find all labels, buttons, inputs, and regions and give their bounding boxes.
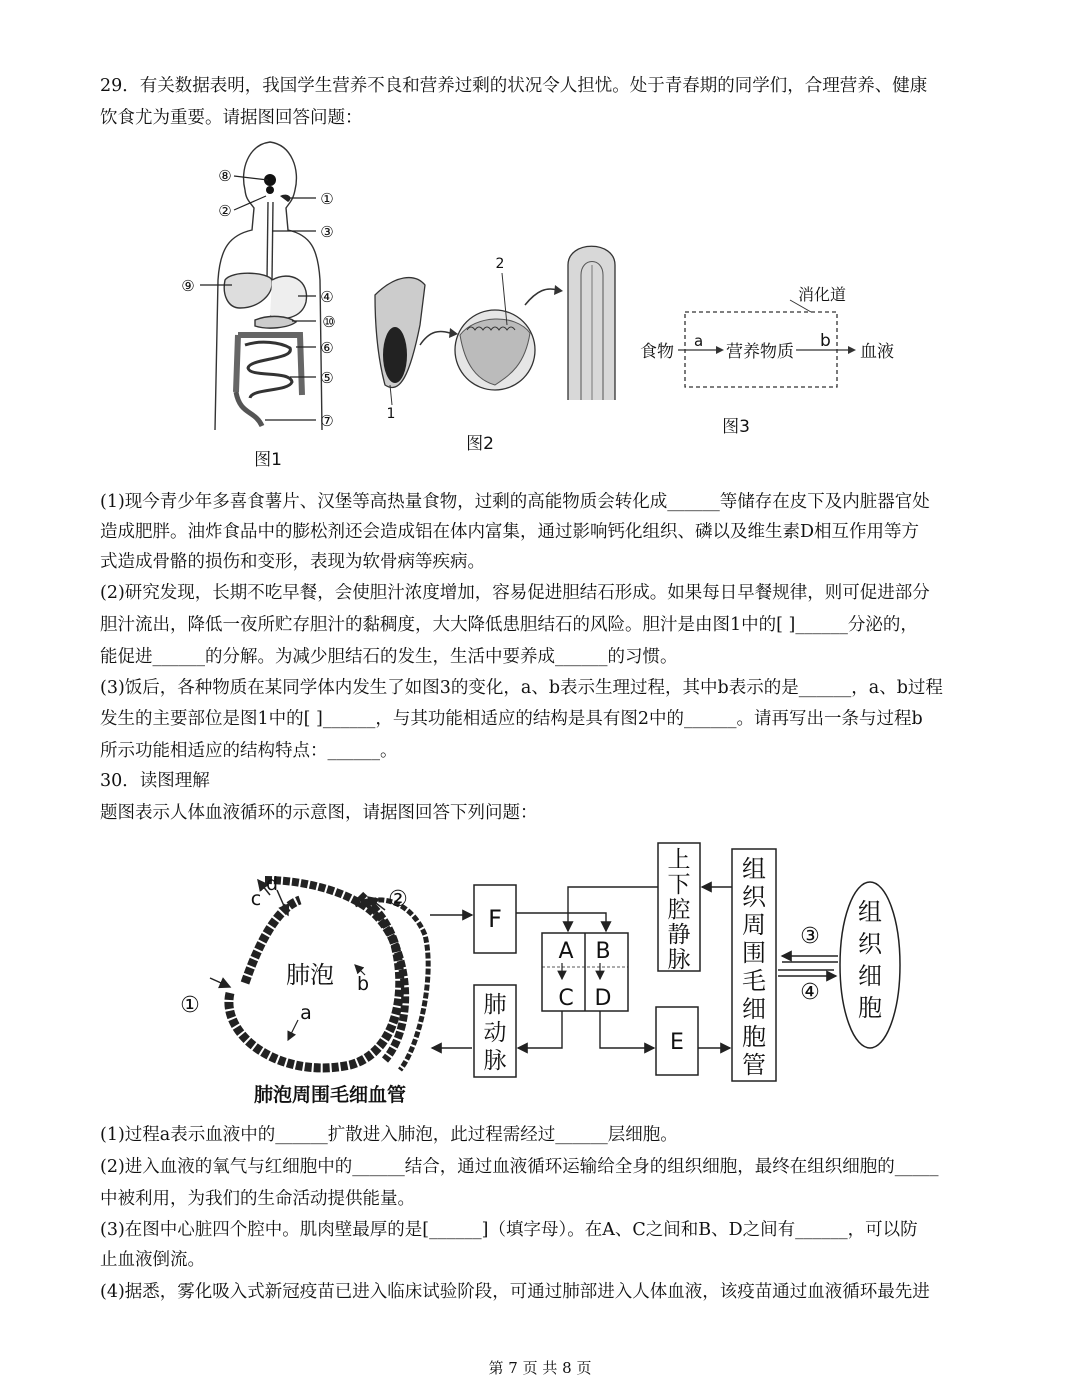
tissue-cell-char-3: 细 <box>858 962 882 990</box>
q30-p3-line2: 止血液倒流。 <box>100 1250 205 1270</box>
chamber-B: B <box>595 939 611 964</box>
pulmonary-artery-char-2: 动 <box>483 1020 507 1046</box>
tissue-capillary-char-3: 周 <box>742 911 766 939</box>
q30-p3-line1: (3)在图中心脏四个腔中。肌肉壁最厚的是[______]（填字母）。在A、C之间和B、D之间有______，可以防 <box>100 1220 918 1240</box>
fig1-marker-10: ⑩ <box>322 313 336 331</box>
diagram-circle-1: ① <box>180 993 200 1018</box>
tissue-capillary-char-4: 围 <box>742 939 766 967</box>
q29-p2-line1: (2)研究发现，长期不吃早餐，会使胆汁浓度增加，容易促进胆结石形成。如果每日早餐规律，则可促进部分 <box>100 583 930 603</box>
diagram-label-b: b <box>356 973 370 995</box>
q29-intro-line1: 29．有关数据表明，我国学生营养不良和营养过剩的状况令人担忧。处于青春期的同学们，合理营养、健康 <box>100 76 928 96</box>
pulmonary-artery-char-3: 脉 <box>483 1048 507 1074</box>
tissue-capillary-char-1: 组 <box>742 855 766 883</box>
figure-3-process-flow <box>636 280 906 445</box>
diagram-circle-2: ② <box>388 887 408 912</box>
small-intestine-illustration <box>365 235 630 460</box>
q29-p3-line1: (3)饭后，各种物质在某同学体内发生了如图3的变化，a、b表示生理过程，其中b表示的是______，a、b过程 <box>100 678 943 698</box>
fig1-marker-1: ① <box>320 190 334 208</box>
chamber-D: D <box>594 986 612 1011</box>
tissue-capillary-char-6: 细 <box>742 995 766 1023</box>
figure-blood-circulation <box>170 835 910 1115</box>
vena-cava-char-2: 下 <box>667 872 691 898</box>
fig3-label-b: b <box>820 331 831 351</box>
fig1-caption: 图1 <box>254 450 282 470</box>
figure-1-digestive-system <box>170 130 370 475</box>
fig1-marker-2: ② <box>218 202 232 220</box>
fig1-marker-6: ⑥ <box>320 339 334 357</box>
q30-p1: (1)过程a表示血液中的______扩散进入肺泡，此过程需经过______层细胞。 <box>100 1125 678 1145</box>
vena-cava-char-5: 脉 <box>667 947 691 973</box>
fig3-box-label: 消化道 <box>798 285 847 304</box>
q29-p2-line2: 胆汁流出，降低一夜所贮存胆汁的黏稠度，大大降低患胆结石的风险。胆汁是由图1中的[ ]______分泌的， <box>100 615 918 635</box>
fig2-label-2: 2 <box>495 256 505 272</box>
fig3-food: 食物 <box>640 342 674 362</box>
tissue-cell-char-4: 胞 <box>858 994 882 1022</box>
capillary-caption: 肺泡周围毛细血管 <box>253 1084 407 1106</box>
vena-cava-char-3: 腔 <box>667 897 691 923</box>
process-flow-diagram <box>636 280 906 445</box>
tissue-capillary-char-7: 胞 <box>742 1023 766 1051</box>
q30-p4: (4)据悉，雾化吸入式新冠疫苗已进入临床试验阶段，可通过肺部进入人体血液，该疫苗通过血液循环最先进 <box>100 1282 930 1302</box>
fig1-marker-4: ④ <box>320 288 334 306</box>
q29-intro-line2: 饮食尤为重要。请据图回答问题： <box>100 108 363 128</box>
q30-title: 30．读图理解 <box>100 771 210 791</box>
figure-2-small-intestine <box>365 235 630 460</box>
fig1-marker-7: ⑦ <box>320 412 334 430</box>
vena-cava-char-1: 上 <box>667 847 691 873</box>
diagram-label-c: c <box>250 888 262 910</box>
fig2-label-1: 1 <box>386 406 396 422</box>
q30-p2-line1: (2)进入血液的氧气与红细胞中的______结合，通过血液循环运输给全身的组织细胞，最终在组织细胞的_____ <box>100 1157 939 1177</box>
q30-intro: 题图表示人体血液循环的示意图，请据图回答下列问题： <box>100 803 538 823</box>
box-E-label: E <box>670 1030 684 1055</box>
box-F-label: F <box>488 905 502 933</box>
tissue-capillary-char-5: 毛 <box>742 967 766 995</box>
digestive-system-illustration <box>170 130 370 475</box>
chamber-C: C <box>558 986 574 1011</box>
fig1-marker-9: ⑨ <box>181 277 195 295</box>
fig3-blood: 血液 <box>860 342 894 362</box>
diagram-circle-3: ③ <box>800 924 820 949</box>
blood-circulation-diagram <box>170 835 910 1115</box>
q29-p1-line3: 式造成骨骼的损伤和变形，表现为软骨病等疾病。 <box>100 552 485 572</box>
q29-p1-line2: 造成肥胖。油炸食品中的膨松剂还会造成铝在体内富集，通过影响钙化组织、磷以及维生素D相互作用等方 <box>100 522 920 542</box>
fig3-caption: 图3 <box>722 417 750 437</box>
tissue-cell-char-2: 织 <box>858 930 882 958</box>
vena-cava-char-4: 静 <box>667 922 691 948</box>
diagram-label-a: a <box>300 1002 312 1024</box>
fig2-caption: 图2 <box>466 434 494 454</box>
q29-p1-line1: (1)现今青少年多喜食薯片、汉堡等高热量食物，过剩的高能物质会转化成______等储存在皮下及内脏器官处 <box>100 492 930 512</box>
pulmonary-artery-char-1: 肺 <box>483 992 507 1018</box>
fig1-marker-8: ⑧ <box>218 167 232 185</box>
diagram-label-d: d <box>265 873 279 895</box>
q29-p3-line3: 所示功能相适应的结构特点：______。 <box>100 741 398 761</box>
q29-p3-line2: 发生的主要部位是图1中的[ ]______，与其功能相适应的结构是具有图2中的______。请再写出一条与过程b <box>100 709 923 729</box>
diagram-circle-4: ④ <box>800 980 820 1005</box>
fig1-marker-3: ③ <box>320 223 334 241</box>
q29-p2-line3: 能促进______的分解。为减少胆结石的发生，生活中要养成______的习惯。 <box>100 647 678 667</box>
tissue-capillary-char-2: 织 <box>742 883 766 911</box>
tissue-capillary-char-8: 管 <box>742 1051 766 1079</box>
alveolus-label: 肺泡 <box>286 961 334 989</box>
page-footer: 第 7 页 共 8 页 <box>488 1359 592 1377</box>
fig3-label-a: a <box>694 332 704 350</box>
fig1-marker-5: ⑤ <box>320 369 334 387</box>
tissue-cell-char-1: 组 <box>858 898 882 926</box>
fig3-nutrient: 营养物质 <box>726 342 794 362</box>
q30-p2-line2: 中被利用，为我们的生命活动提供能量。 <box>100 1189 415 1209</box>
chamber-A: A <box>558 939 574 964</box>
